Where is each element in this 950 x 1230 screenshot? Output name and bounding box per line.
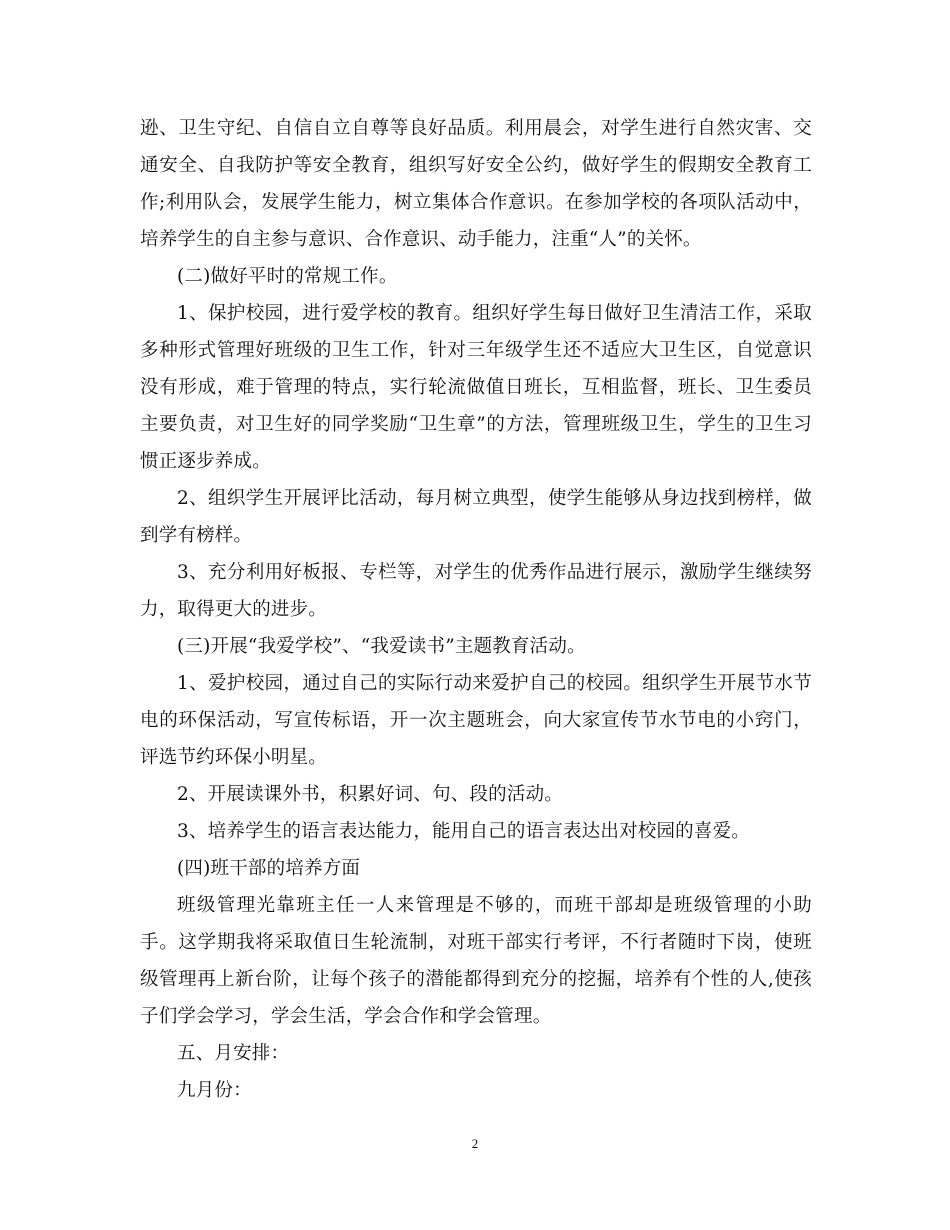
paragraph-safety-education: 逊、卫生守纪、自信自立自尊等良好品质。利用晨会，对学生进行自然灾害、交通安全、自我防护等安全教育，组织写好安全公约，做好学生的假期安全教育工作;利用队会，发展学生能力，树立集体合作意识。在参加学校的各项队活动中，培养学生的自主参与意识、合作意识、动手能力，注重“人”的关怀。 bbox=[140, 118, 812, 250]
page-number: 2 bbox=[471, 1136, 479, 1151]
paragraph-blackboard-display: 3、充分利用好板报、专栏等，对学生的优秀作品进行展示，激励学生继续努力，取得更大的进步。 bbox=[140, 562, 812, 620]
paragraph-reading-activity: 2、开展读课外书，积累好词、句、段的活动。 bbox=[177, 784, 563, 805]
paragraph-protect-campus: 1、保护校园，进行爱学校的教育。组织好学生每日做好卫生清洁工作，采取多种形式管理好班级的卫生工作，针对三年级学生还不适应大卫生区，自觉意识没有形成，难于管理的特点，实行轮流做值日班长，互相监督，班长、卫生委员主要负责，对卫生好的同学奖励“卫生章”的方法，管理班级卫生，学生的卫生习惯正逐步养成。 bbox=[140, 303, 812, 472]
paragraph-class-management: 班级管理光靠班主任一人来管理是不够的，而班干部却是班级管理的小助手。这学期我将采取值日生轮流制，对班干部实行考评，不行者随时下岗，使班级管理再上新台阶，让每个孩子的潜能都得到充分的挖掘，培养有个性的人,使孩子们学会学习，学会生活，学会合作和学会管理。 bbox=[140, 895, 812, 1027]
paragraph-language-ability: 3、培养学生的语言表达能力，能用自己的语言表达出对校园的喜爱。 bbox=[177, 821, 750, 842]
paragraph-evaluation-activity: 2、组织学生开展评比活动，每月树立典型，使学生能够从身边找到榜样，做到学有榜样。 bbox=[140, 488, 812, 546]
heading-monthly-schedule: 五、月安排： bbox=[177, 1043, 290, 1064]
heading-routine-work: (二)做好平时的常规工作。 bbox=[177, 266, 398, 287]
heading-class-cadre: (四)班干部的培养方面 bbox=[177, 858, 361, 879]
paragraph-care-campus: 1、爱护校园，通过自己的实际行动来爱护自己的校园。组织学生开展节水节电的环保活动，写宣传标语，开一次主题班会，向大家宣传节水节电的小窍门，评选节约环保小明星。 bbox=[140, 673, 812, 768]
heading-september: 九月份： bbox=[177, 1080, 252, 1101]
heading-theme-education: (三)开展“我爱学校”、“我爱读书”主题教育活动。 bbox=[177, 636, 586, 657]
document-body bbox=[140, 110, 812, 1109]
